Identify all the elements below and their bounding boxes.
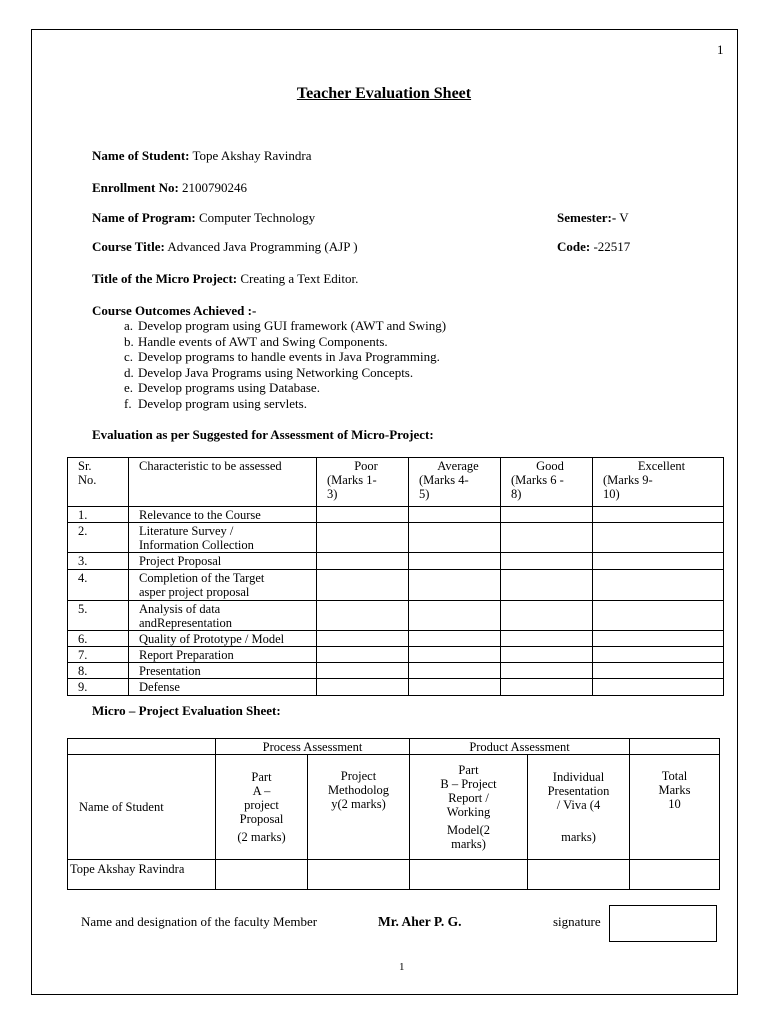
process-assessment-header: Process Assessment [216,739,410,755]
good-cell[interactable] [501,647,593,663]
outcome-item: d. Develop Java Programs using Networking Concepts. [124,364,414,380]
evaluation-table [67,457,724,696]
header-sr-no: Sr. No. [68,458,129,507]
table-row [68,570,724,601]
student-name-field: Name of Student: Tope Akshay Ravindra [92,148,312,163]
average-cell[interactable] [409,631,501,647]
good-cell[interactable] [501,553,593,570]
good-cell[interactable] [501,507,593,523]
excellent-cell[interactable] [593,663,724,679]
table-row [68,523,724,553]
good-cell[interactable] [501,679,593,696]
average-cell[interactable] [409,601,501,631]
table-row [68,647,724,663]
blank-header-cell [68,739,216,755]
micro-column-header-row [68,755,720,860]
header-part-b: Part B – Project Report / Working Model(2 marks) [410,755,528,860]
row-characteristic: Literature Survey / Information Collection [129,523,317,553]
header-individual-presentation: Individual Presentation / Viva (4 marks) [528,755,630,860]
row-characteristic: Completion of the Target asper project proposal [129,570,317,601]
faculty-label: Name and designation of the faculty Member [81,914,318,929]
row-characteristic: Report Preparation [129,647,317,663]
outcome-item: b. Handle events of AWT and Swing Components. [124,333,388,349]
header-part-a: Part A – project Proposal (2 marks) [216,755,308,860]
micro-sheet-heading: Micro – Project Evaluation Sheet: [92,703,281,718]
micro-project-title-field: Title of the Micro Project: Creating a Text Editor. [92,271,359,286]
poor-cell[interactable] [317,507,409,523]
row-characteristic: Project Proposal [129,553,317,570]
excellent-cell[interactable] [593,631,724,647]
total-cell[interactable] [630,860,720,890]
excellent-cell[interactable] [593,679,724,696]
page-number-bottom: 1 [399,961,405,973]
average-cell[interactable] [409,523,501,553]
table-row [68,679,724,696]
outcomes-heading: Course Outcomes Achieved :- [92,303,257,318]
good-cell[interactable] [501,523,593,553]
table-row [68,601,724,631]
row-characteristic: Relevance to the Course [129,507,317,523]
excellent-cell[interactable] [593,601,724,631]
part-a-cell[interactable] [216,860,308,890]
poor-cell[interactable] [317,570,409,601]
excellent-cell[interactable] [593,647,724,663]
average-cell[interactable] [409,679,501,696]
header-total-marks: Total Marks 10 [630,755,720,860]
row-characteristic: Presentation [129,663,317,679]
product-assessment-header: Product Assessment [410,739,630,755]
good-cell[interactable] [501,663,593,679]
table-row [68,507,724,523]
row-sr: 7. [68,647,129,663]
header-project-methodology: Project Methodolog y(2 marks) [308,755,410,860]
row-characteristic: Quality of Prototype / Model [129,631,317,647]
name-of-student-header: Name of Student [68,755,216,860]
poor-cell[interactable] [317,523,409,553]
row-characteristic: Analysis of data andRepresentation [129,601,317,631]
outcome-item: c. Develop programs to handle events in Java Programming. [124,349,440,364]
poor-cell[interactable] [317,679,409,696]
student-name-cell: Tope Akshay Ravindra [68,860,216,890]
row-sr: 6. [68,631,129,647]
outcome-item: f. Develop program using servlets. [124,395,307,411]
table-row [68,553,724,570]
average-cell[interactable] [409,553,501,570]
excellent-cell[interactable] [593,523,724,553]
row-sr: 4. [68,570,129,601]
row-sr: 3. [68,553,129,570]
good-cell[interactable] [501,601,593,631]
outcomes-list [124,318,447,411]
outcome-item: e. Develop programs using Database. [124,380,320,395]
poor-cell[interactable] [317,631,409,647]
poor-cell[interactable] [317,647,409,663]
program-field: Name of Program: Computer Technology [92,210,316,225]
evaluation-heading: Evaluation as per Suggested for Assessment of Micro-Project: [92,427,434,442]
excellent-cell[interactable] [593,507,724,523]
table-row [68,663,724,679]
header-good: Good (Marks 6 - 8) [501,458,593,507]
page-number-top: 1 [717,42,724,57]
average-cell[interactable] [409,663,501,679]
average-cell[interactable] [409,570,501,601]
row-sr: 1. [68,507,129,523]
header-average: Average (Marks 4- 5) [409,458,501,507]
row-characteristic: Defense [129,679,317,696]
excellent-cell[interactable] [593,553,724,570]
course-code-field: Code: -22517 [557,239,631,254]
page-title: Teacher Evaluation Sheet [296,85,472,102]
signature-box[interactable] [609,905,717,942]
blank-header-cell [630,739,720,755]
good-cell[interactable] [501,570,593,601]
row-sr: 9. [68,679,129,696]
row-sr: 8. [68,663,129,679]
header-poor: Poor (Marks 1- 3) [317,458,409,507]
excellent-cell[interactable] [593,570,724,601]
poor-cell[interactable] [317,601,409,631]
micro-group-header-row [68,739,720,755]
course-title-field: Course Title: Advanced Java Programming (AJP ) [92,239,358,254]
good-cell[interactable] [501,631,593,647]
header-characteristic: Characteristic to be assessed [129,458,317,507]
row-sr: 5. [68,601,129,631]
presentation-cell[interactable] [528,860,630,890]
poor-cell[interactable] [317,663,409,679]
average-cell[interactable] [409,647,501,663]
evaluation-header-row [68,458,724,507]
faculty-name: Mr. Aher P. G. [378,914,462,929]
methodology-cell[interactable] [308,860,410,890]
signature-label: signature [553,914,601,929]
row-sr: 2. [68,523,129,553]
enrollment-field: Enrollment No: 2100790246 [92,180,248,195]
outcome-item: a. Develop program using GUI framework (AWT and Swing) [124,318,447,333]
average-cell[interactable] [409,507,501,523]
poor-cell[interactable] [317,553,409,570]
table-row [68,860,720,890]
semester-field: Semester:- V [557,210,629,225]
micro-evaluation-table [67,738,720,890]
header-excellent: Excellent (Marks 9- 10) [593,458,724,507]
table-row [68,631,724,647]
part-b-cell[interactable] [410,860,528,890]
